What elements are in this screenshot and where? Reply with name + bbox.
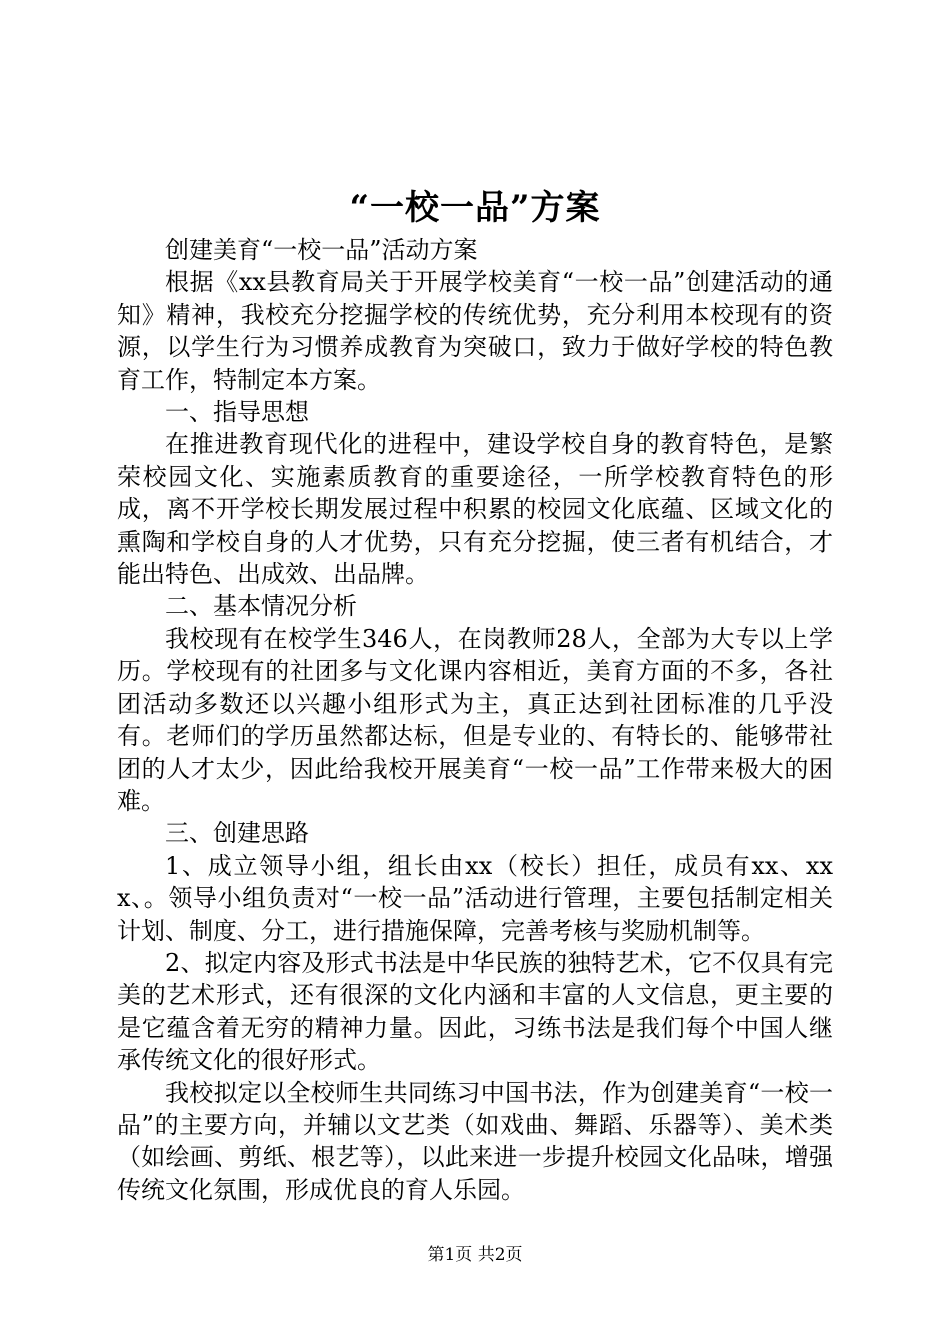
document-title: “一校一品”方案 xyxy=(349,188,601,228)
page-number-footer: 第1页 共2页 xyxy=(427,1245,523,1265)
section-heading-creation-approach: 三、创建思路 xyxy=(165,819,309,848)
approach-item-1-paragraph: 1、成立领导小组，组长由xx（校长）担任，成员有xx、xxx、。领导小组负责对“一校一品”活动进行管理，主要包括制定相关计划、制度、分工，进行措施保障，完善考核与奖励机制等。 xyxy=(117,851,833,945)
approach-item-2-paragraph: 2、拟定内容及形式书法是中华民族的独特艺术，它不仅具有完美的艺术形式，还有很深的文化内涵和丰富的人文信息，更主要的是它蕴含着无穷的精神力量。因此，习练书法是我们每个中国人继承传统文化的很好形式。 xyxy=(117,948,833,1075)
section-heading-guiding-ideology: 一、指导思想 xyxy=(165,398,309,427)
subtitle-paragraph: 创建美育“一校一品”活动方案 xyxy=(165,236,478,264)
approach-plan-paragraph: 我校拟定以全校师生共同练习中国书法，作为创建美育“一校一品”的主要方向，并辅以文艺类（如戏曲、舞蹈、乐器等）、美术类（如绘画、剪纸、根艺等），以此来进一步提升校园文化品味，增强传统文化氛围，形成优良的育人乐园。 xyxy=(117,1078,833,1204)
document-body xyxy=(117,234,833,1206)
guiding-ideology-paragraph: 在推进教育现代化的进程中，建设学校自身的教育特色，是繁荣校园文化、实施素质教育的重要途径，一所学校教育特色的形成，离不开学校长期发展过程中积累的校园文化底蕴、区域文化的熏陶和学校自身的人才优势，只有充分挖掘，使三者有机结合，才能出特色、出成效、出品牌。 xyxy=(117,430,833,589)
intro-paragraph: 根据《xx县教育局关于开展学校美育“一校一品”创建活动的通知》精神，我校充分挖掘学校的传统优势，充分利用本校现有的资源，以学生行为习惯养成教育为突破口，致力于做好学校的特色教育工作，特制定本方案。 xyxy=(117,268,833,394)
situation-analysis-paragraph: 我校现有在校学生346人，在岗教师28人，全部为大专以上学历。学校现有的社团多与文化课内容相近，美育方面的不多，各社团活动多数还以兴趣小组形式为主，真正达到社团标准的几乎没有。老师们的学历虽然都达标，但是专业的、有特长的、能够带社团的人才太少，因此给我校开展美育“一校一品”工作带来极大的困难。 xyxy=(117,624,833,815)
section-heading-situation-analysis: 二、基本情况分析 xyxy=(165,592,357,621)
